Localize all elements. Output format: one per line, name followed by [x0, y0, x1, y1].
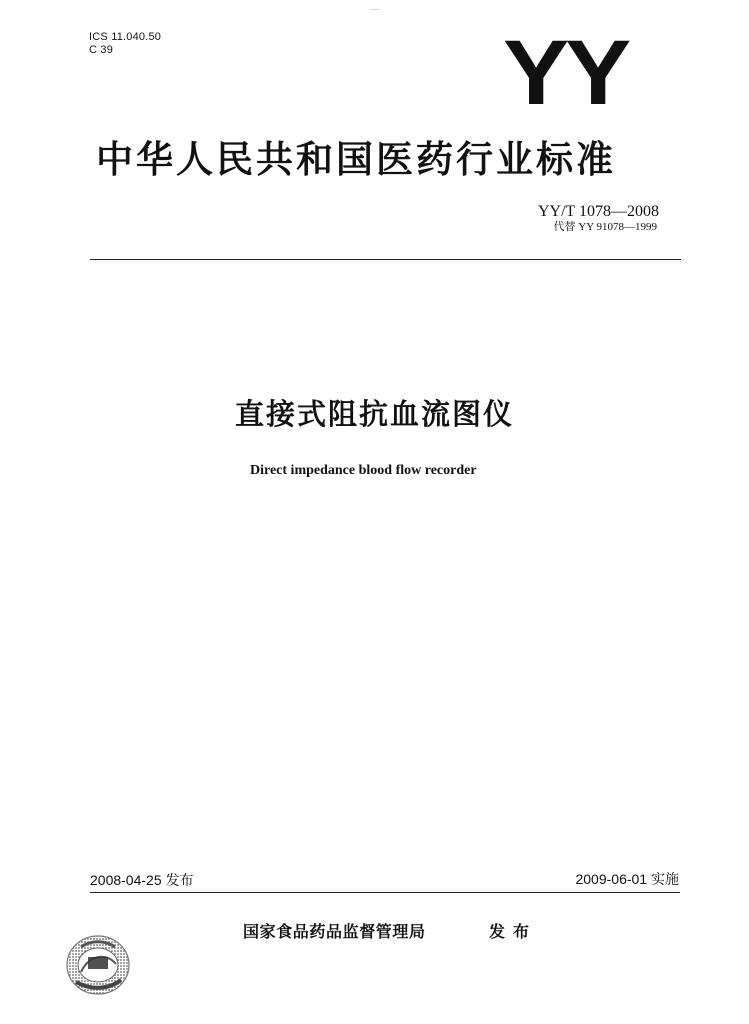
replaces-standard: 代替 YY 91078—1999	[553, 221, 657, 233]
header-divider	[90, 259, 681, 260]
industry-standard-title: 中华人民共和国医药行业标准	[96, 138, 616, 181]
document-title-cn: 直接式阻抗血流图仪	[235, 397, 515, 431]
implementation-date: 2009-06-01 实施	[575, 871, 679, 887]
footer-divider	[90, 892, 680, 893]
classification-code: C 39	[89, 44, 114, 56]
seal-icon	[63, 932, 133, 997]
ics-code: ICS 11.040.50	[89, 31, 162, 43]
standard-number: YY/T 1078—2008	[537, 203, 659, 220]
document-title-en: Direct impedance blood flow recorder	[250, 463, 477, 478]
yy-logo: YY	[503, 22, 627, 124]
scan-mark	[370, 9, 380, 10]
publish-label: 发布	[489, 922, 538, 941]
publisher-name: 国家食品药品监督管理局	[243, 922, 426, 941]
issue-date: 2008-04-25 发布	[90, 872, 194, 888]
